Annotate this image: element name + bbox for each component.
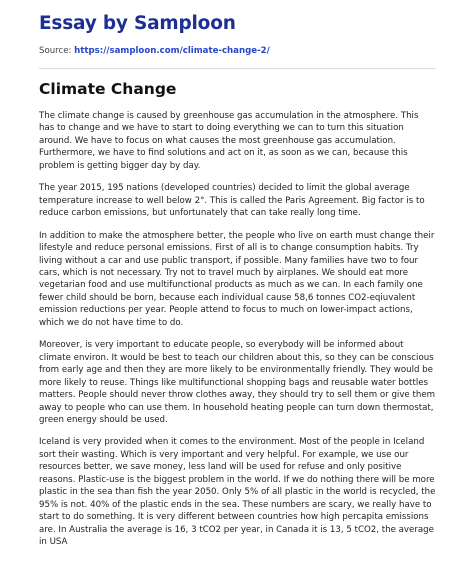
source-link[interactable]: https://samploon.com/climate-change-2/	[74, 46, 270, 56]
essay-body	[39, 110, 436, 549]
essay-paragraph: In addition to make the atmosphere better, the people who live on earth must change their lifestyle and reduce personal emissions. First of all is to change consumption habits. Try living without a car and use public transport, if possible. Many families have two to four cars, which is not necessary. Try not to travel much by airplanes. We should eat more vegetarian food and use multifunctional products as much as we can. In each family one fewer child should be born, because each individual cause 58,6 tonnes CO2-eqiuvalent emission reductions per year. People attend to focus to much on lower-impact actions, which we do not have time to do.	[39, 230, 435, 328]
essay-title: Climate Change	[39, 80, 177, 98]
essay-paragraph: Iceland is very provided when it comes to the environment. Most of the people in Iceland sort their wasting. Which is very important and very helpful. For example, we use our resources better, we save money, less land will be used for refuse and only positive reasons. Plastic-use is the biggest problem in the world. If we do nothing there will be more plastic in the sea than fish the year 2050. Only 5% of all plastic in the world is recycled, the 95% is not. 40% of the plastic ends in the sea. These numbers are scary, we really have to start to do something. It is very different between countries how high percapita emissions are. In Australia the average is 16, 3 tCO2 per year, in Canada it is 13, 5 tCO2, the average in USA	[39, 437, 436, 548]
site-brand: Essay by Samploon	[39, 13, 236, 34]
source-label: Source:	[39, 46, 75, 56]
essay-paragraph: Moreover, is very important to educate people, so everybody will be informed about climate environ. It would be best to teach our children about this, so they can be conscious from early age and then they are more likely to be environmentally friendly. They would be more likely to reuse. Things like multifunctional shopping bags and reusable water bottles matters. People should never throw clothes away, they should try to sell them or give them away to people who can use them. In household heating people can turn down thermostat, green energy should be used.	[39, 340, 436, 425]
header-divider	[39, 68, 436, 69]
source-line	[39, 45, 436, 57]
essay-paragraph: The year 2015, 195 nations (developed countries) decided to limit the global average temperature increase to well below 2°. This is called the Paris Agreement. Big factor is to reduce carbon emissions, but unfortunately that can take really long time.	[39, 183, 425, 219]
essay-paragraph: The climate change is caused by greenhouse gas accumulation in the atmosphere. This has to change and we have to start to doing everything we can to turn this situation around. We have to focus on what causes the most greenhouse gas accumulation. Furthermore, we have to find solutions and act on it, as soon as we can, because this problem is getting bigger day by day.	[39, 111, 419, 171]
